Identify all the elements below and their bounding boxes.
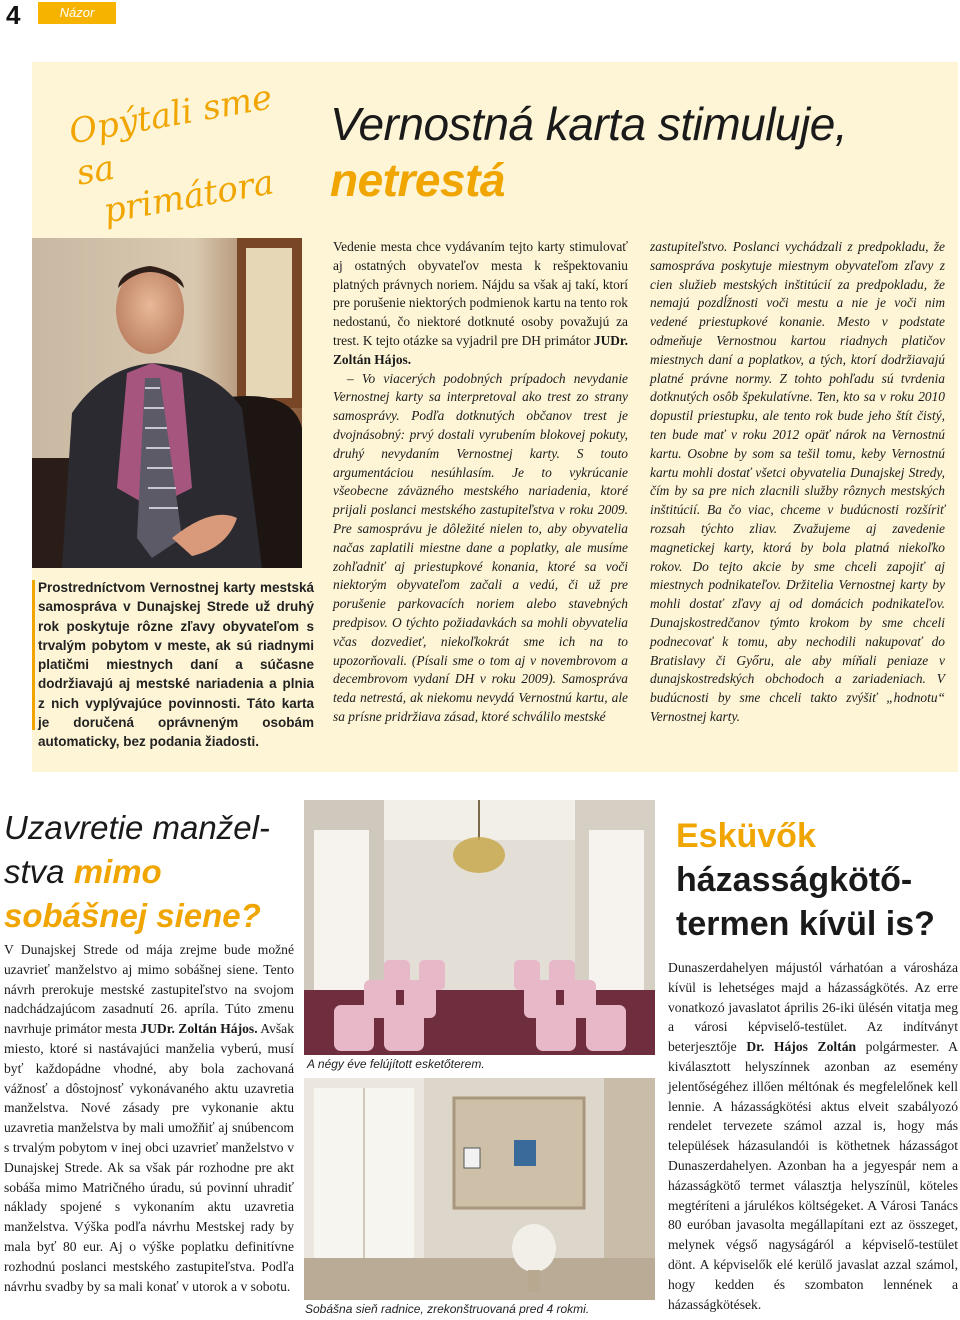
hu-title-line-3: termen kívül is? xyxy=(676,905,935,943)
section-tab: Názor xyxy=(38,2,116,24)
main-title-line-2: netrestá xyxy=(330,154,505,206)
hu-title-line-2: házasságkötő- xyxy=(676,861,913,899)
answer-part-1: – Vo viacerých podobných prípadoch nevydanie Vernostnej karty sa interpretoval ako trest zo strany samosprávy. Podľa dotknutých občanov trest je dvojnásobný: prvý dostali vyrubením blokovej pokuty, druhý nevydaním Vernostnej karty. S touto argumentáciou nesúhlasím. Je to vykrúcanie všeobecne záväzného mestského nariadenia, ktoré prijali poslanci mestského zastupiteľstva v roku 2009. Pre samosprávu je dôležité nielen to, aby obyvatelia načas zaplatili miestne dane a poplatky, ale musíme zohľadniť aj priestupkové konania, ktoré sa voči niektorým obyvateľom začali a vedú, či už pre porušenie parkovacích noriem alebo stavebných predpisov. O týchto požiadavkách sa mohli obyvatelia včas dozvedieť, niekoľkokrát sme ich na to upozorňovali. (Písali sme o tom aj v novembrovom a decembrovom vydaní DH v roku 2009). Samospráva teda netrestá, ak niekomu nevydá Vernostnú kartu, ale sa prísne pridržiava zásad, ktoré schválilo mestské xyxy=(333,370,628,724)
sk-body-name: JUDr. Zoltán Hájos. xyxy=(140,1021,258,1037)
sk-title-part-d: sobášnej siene? xyxy=(4,897,261,934)
sk-article-body xyxy=(4,940,294,1296)
sk-title-part-c: mimo xyxy=(73,853,162,890)
hu-body-1: Dunaszerdahelyen májustól várhatóan a városháza kívül is lehetséges majd a házasságkötés. Az erre vonatkozó javaslatot április 26-iki ülésén vitatja meg a városi képviselő-testület. Az indítványt beterjesztője xyxy=(668,960,958,1055)
lead-accent-bar xyxy=(32,580,35,730)
hall-photo-2 xyxy=(304,1078,655,1300)
hu-article-body xyxy=(668,958,958,1314)
interview-column-2 xyxy=(650,238,945,727)
hu-title-line-1: Esküvők xyxy=(676,817,816,855)
sk-title-part-a: Uzavretie manžel- xyxy=(4,809,270,846)
photo-caption-2: Sobášna sieň radnice, zrekonštruovaná pred 4 rokmi. xyxy=(305,1302,590,1316)
page-number: 4 xyxy=(6,0,21,30)
interview-question xyxy=(333,238,628,370)
main-title xyxy=(330,96,950,208)
lead-paragraph: Prostredníctvom Vernostnej karty mestská samospráva v Dunajskej Strede už druhý rok poskytuje rôzne zľavy obyvateľom s trvalým pobytom v meste, ak sú riadnymi platičmi miestnych daní a súčasne dodržiavajú aj mestské nariadenia a plnia z nich vyplývajúce povinnosti. Táto karta je doručená oprávneným osobám automaticky, bez podania žiadosti. xyxy=(38,580,314,750)
answer-part-2: zastupiteľstvo. Poslanci vychádzali z predpokladu, že samospráva poskytuje miestnym obyvateľom zľavy z cien služieb mestských inštitúcií za predpokladu, že nemajú pozdĺžnosti voči mestu a nie je voči nim vedené priestupkové konanie. Mesto v podstate odmeňuje Vernostnou kartou riadnych platičov miestnych daní a poplatkov, a tých, ktorí dodržiavajú platné právne normy. Z tohto pohľadu sú tvrdenia dotknutých osôb špekulatívne. Ten, kto sa v roku 2010 dopustil priestupku, ale tento rok bude jeho štít čistý, ten bude mať v roku 2012 opäť nárok na Vernostnú kartu. Osobne by som sa tešil tomu, keby Vernostnú kartu mohli dostať všetci obyvatelia Dunajskej Stredy, čím by sa pre nich zlacnili služby rôznych mestských inštitúcií. Ba čo viac, chceme v budúcnosti rozšíriť rozsah týchto zliav. Zvažujeme aj zavedenie magnetickej karty, ktorá by bola platná niekoľko rokov. Do tejto akcie by sme chceli zapojiť aj miestnych podnikateľov. Držitelia Vernostnej karty by mohli dostať zľavy aj od domácich podnikateľov. Dunajskostredčanov týmto krokom by sme chceli podnecovať k tomu, aby nechodili nakupovať do Bratislavy či Győru, ale aby míňali peniaze v dunajskostredských obchodoch a zariadeniach. V budúcnosti by sme chceli takto zvýšiť „hodnotu“ Vernostnej karty. xyxy=(650,239,945,724)
sk-body-1: V Dunajskej Strede od mája zrejme bude možné uzavrieť manželstvo aj mimo sobášnej siene. Tento návrh prerokuje mestské zastupiteľstvo na svojom nadchádzajúcom zasadnutí 26. apríla. Túto zmenu navrhuje primátor mesta xyxy=(4,942,294,1037)
hu-article-title xyxy=(676,814,958,946)
hu-body-2: polgármester. A kiválasztott helyszínnek azonban az esemény jelentőségéhez illően méltónak és megfelelőnek kell lennie. A házasságkötési aktus elveit szabályozó rendelet tervezete számol azzal is, hogy más települések házasulandói is köthetnek házasságot Dunaszerdahelyen. Azonban ha a jegyespár nem a házasságkötő termet választja helyszínül, köteles megtéríteni a járulékos költségeket. A Városi Tanács 80 euróban javasolta megállapítani ezt az összeget, melynek végső nagyságáról a képviselő-testület dönt. A képviselők elé kerülő javaslat azzal számol, hogy kedden és szombaton lennének a házasságkötések. xyxy=(668,1039,958,1312)
script-title-line-1: Opýtali sme sa xyxy=(66,77,276,194)
script-title-line-2: primátora xyxy=(100,162,277,232)
mayor-name: JUDr. Zoltán Hájos. xyxy=(333,332,628,367)
main-title-line-1: Vernostná karta stimuluje, xyxy=(330,98,848,150)
lead-box xyxy=(32,578,312,756)
sk-title-part-b: stva xyxy=(4,853,65,890)
hu-body-name: Dr. Hájos Zoltán xyxy=(746,1039,857,1055)
question-text: Vedenie mesta chce vydávaním tejto karty stimulovať aj ostatných obyvateľov mesta k rešpektovaniu platných právnych noriem. Nájdu sa však aj takí, ktorí pre porušenie niektorých podmienok kartu na tento rok nedostanú, čo niektoré dotknuté osoby považujú za trest. K tejto otázke sa vyjadril pre DH primátor xyxy=(333,239,628,348)
interview-column-1 xyxy=(333,238,628,727)
sk-body-2: Avšak miesto, ktoré si nastávajúci manželia vyberú, musí byť každopádne vhodné, aby bola zachovaná vážnosť a dôstojnosť vykonávaného aktu uzavretia manželstva. Nové zásady pre vykonanie aktu uzavretia manželstva by mali umožňiť aj snúbencom s trvalým pobytom v inej obci uzavrieť manželstvo v Dunajskej Strede. Ak sa však pár rozhodne pre akt sobáša mimo Matričného úradu, sú povinní uhradiť náklady spojené s vykonaním aktu uzavretia manželstva. Výška podľa návrhu Mestskej rady by mala byť 80 eur. Aj o výške poplatku definitívne rozhodnú poslanci mestského zastupiteľstva. Podľa návrhu svadby by sa mali konať v utorok a v sobotu. xyxy=(4,1021,295,1294)
hall-photo-1 xyxy=(304,800,655,1055)
photo-caption-1: A négy éve felújított esketőterem. xyxy=(307,1057,485,1071)
mayor-photo xyxy=(32,238,302,568)
sk-article-title xyxy=(4,806,304,938)
